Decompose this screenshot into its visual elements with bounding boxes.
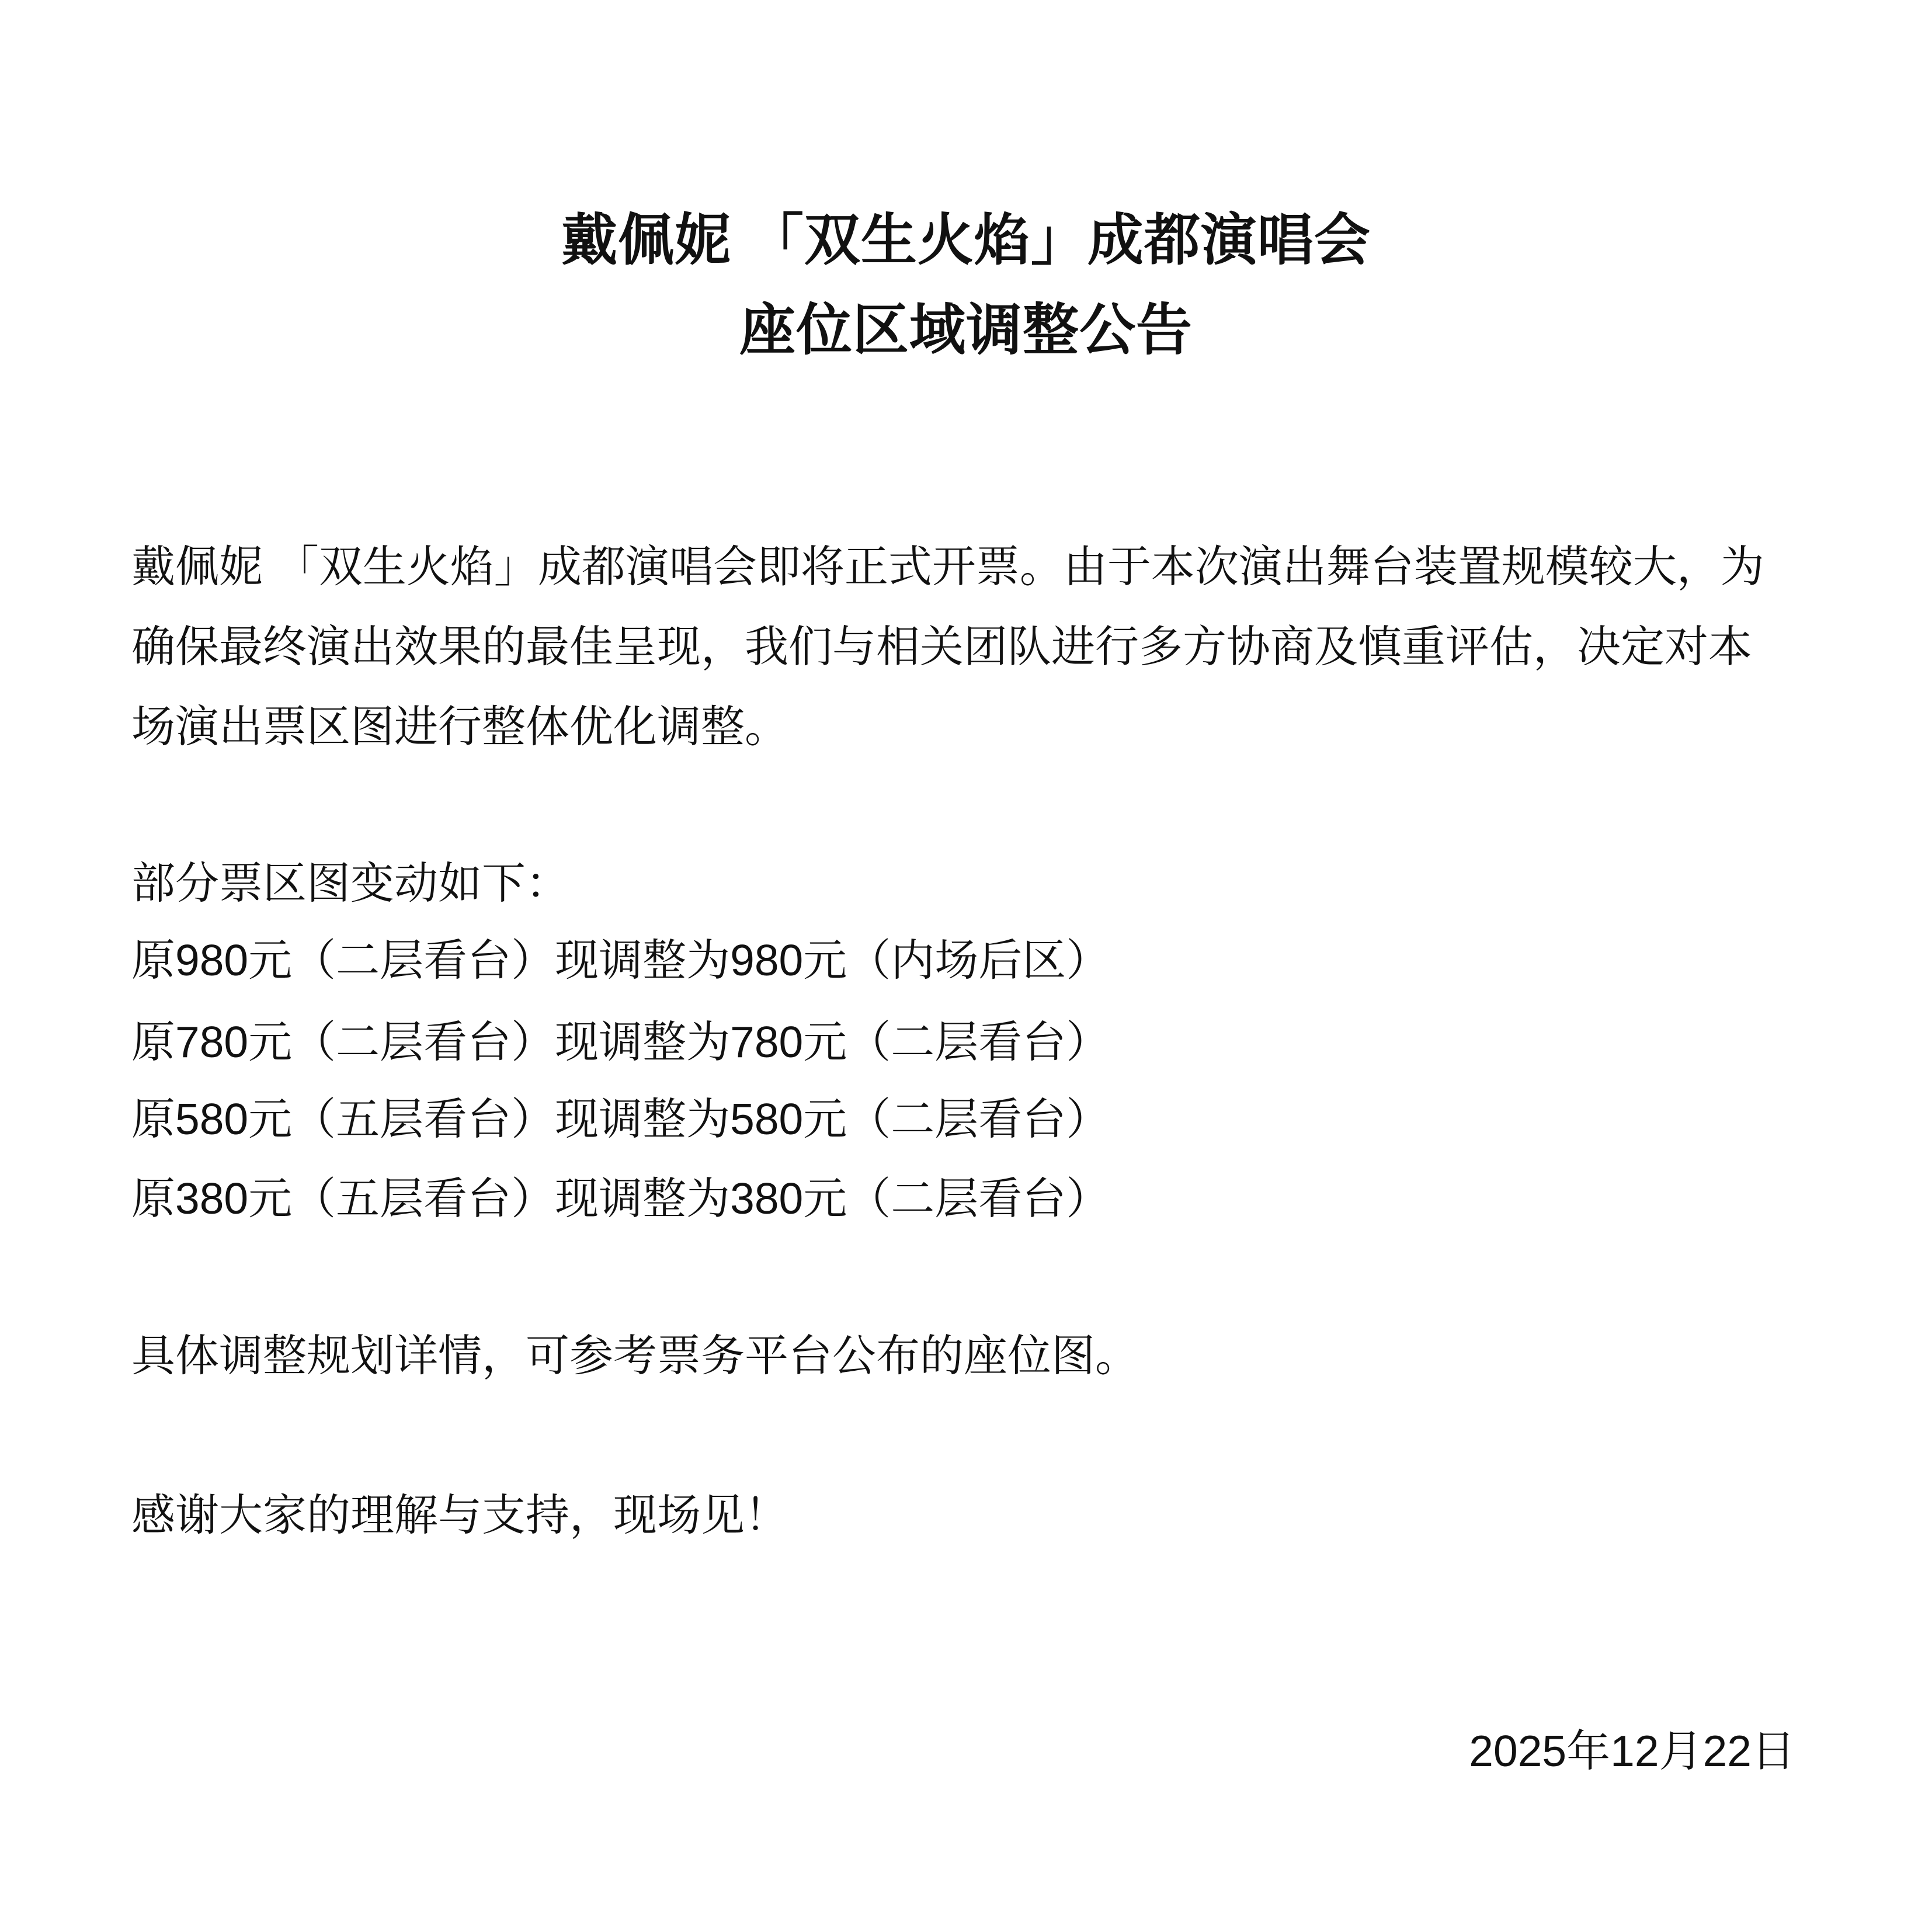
announcement-title-line1: 戴佩妮 「双生火焰」成都演唱会	[561, 209, 1371, 272]
intro-paragraph-line3: 场演出票区图进行整体优化调整。	[131, 702, 789, 751]
change-item: 原980元（二层看台）现调整为980元（内场后区）	[131, 936, 1110, 985]
closing-text: 感谢大家的理解与支持，现场见！	[131, 1490, 789, 1540]
change-item: 原580元（五层看台）现调整为580元（二层看台）	[131, 1094, 1110, 1144]
date-text: 2025年12月22日	[1469, 1726, 1795, 1775]
change-item: 原380元（五层看台）现调整为380元（二层看台）	[131, 1174, 1110, 1223]
changes-heading: 部分票区图变动如下：	[131, 859, 570, 908]
change-item: 原780元（二层看台）现调整为780元（二层看台）	[131, 1017, 1110, 1066]
intro-paragraph-line1: 戴佩妮 「双生火焰」成都演唱会即将正式开票。由于本次演出舞台装置规模较大，为	[131, 542, 1764, 591]
announcement-title-line2: 座位区域调整公告	[739, 299, 1193, 362]
intro-paragraph-line2: 确保最终演出效果的最佳呈现，我们与相关团队进行多方协商及慎重评估，决定对本	[131, 622, 1753, 671]
note-text: 具体调整规划详情，可参考票务平台公布的座位图。	[131, 1331, 1139, 1380]
